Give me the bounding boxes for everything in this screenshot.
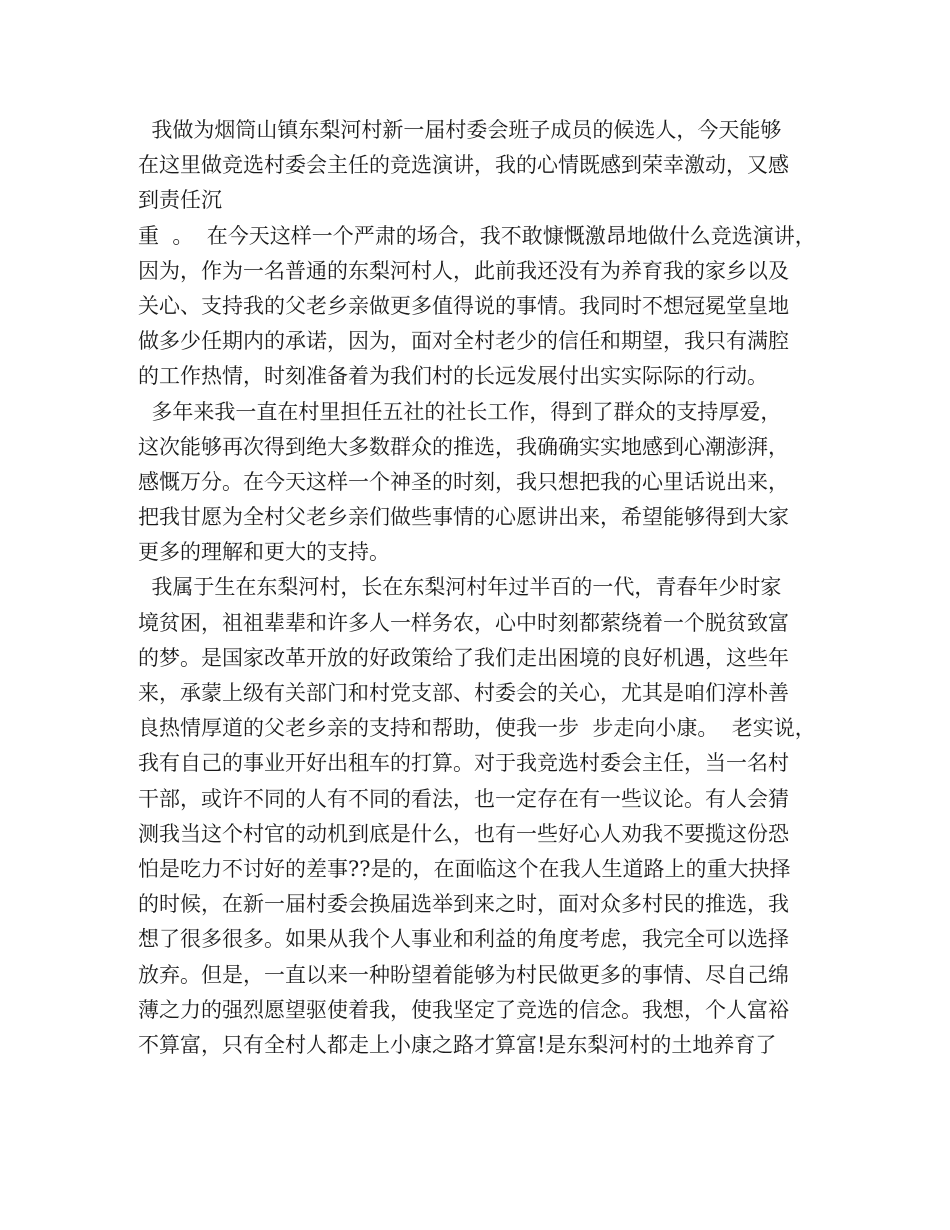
- speech-body: [138, 113, 838, 1063]
- text-line: 在这里做竞选村委会主任的竞选演讲，我的心情既感到荣幸激动，又感: [138, 153, 789, 178]
- text-line: 我属于生在东梨河村，长在东梨河村年过半百的一代，青春年少时家: [138, 575, 782, 600]
- text-line: 做多少任期内的承诺，因为，面对全村老少的信任和期望，我只有满腔: [138, 329, 789, 354]
- text-line: 我做为烟筒山镇东梨河村新一届村委会班子成员的候选人，今天能够: [138, 118, 782, 142]
- text-line: 重 。 在今天这样一个严肃的场合，我不敢慷慨激昂地做什么竞选演讲，: [138, 223, 816, 248]
- text-line: 怕是吃力不讨好的差事??是的，在面临这个在我人生道路上的重大抉择: [138, 856, 791, 881]
- text-line: 我有自己的事业开好出租车的打算。对于我竞选村委会主任，当一名村: [138, 751, 789, 776]
- text-line: 因为，作为一名普通的东梨河村人，此前我还没有为养育我的家乡以及: [138, 258, 789, 283]
- text-line: 的梦。是国家改革开放的好政策给了我们走出困境的良好机遇，这些年: [138, 645, 789, 670]
- text-line: 这次能够再次得到绝大多数群众的推选，我确确实实地感到心潮澎湃，: [138, 434, 789, 459]
- text-line: 感慨万分。在今天这样一个神圣的时刻，我只想把我的心里话说出来，: [138, 469, 789, 494]
- text-line: 的工作热情，时刻准备着为我们村的长远发展付出实实际际的行动。: [138, 364, 768, 389]
- text-line: 的时候，在新一届村委会换届选举到来之时，面对众多村民的推选，我: [138, 892, 789, 917]
- text-line: 把我甘愿为全村父老乡亲们做些事情的心愿讲出来，希望能够得到大家: [138, 505, 789, 530]
- text-line: 良热情厚道的父老乡亲的支持和帮助，使我一步 步走向小康。 老实说，: [138, 716, 816, 741]
- text-line: 薄之力的强烈愿望驱使着我，使我坚定了竞选的信念。我想，个人富裕: [138, 997, 789, 1022]
- text-line: 来，承蒙上级有关部门和村党支部、村委会的关心，尤其是咱们淳朴善: [138, 681, 789, 705]
- text-line: 放弃。但是，一直以来一种盼望着能够为村民做更多的事情、尽自己绵: [138, 962, 789, 987]
- text-line: 关心、支持我的父老乡亲做更多值得说的事情。我同时不想冠冕堂皇地: [138, 293, 789, 318]
- text-line: 测我当这个村官的动机到底是什么，也有一些好心人劝我不要揽这份恐: [138, 821, 789, 846]
- text-line: 干部，或许不同的人有不同的看法，也一定存在有一些议论。有人会猜: [138, 786, 789, 811]
- text-line: 到责任沉: [138, 188, 222, 213]
- text-line: 想了很多很多。如果从我个人事业和利益的角度考虑，我完全可以选择: [138, 927, 789, 952]
- text-line: 多年来我一直在村里担任五社的社长工作，得到了群众的支持厚爱，: [138, 399, 782, 424]
- text-line: 不算富，只有全村人都走上小康之路才算富!是东梨河村的土地养育了: [138, 1032, 777, 1057]
- text-line: 境贫困，祖祖辈辈和许多人一样务农，心中时刻都萦绕着一个脱贫致富: [138, 610, 789, 635]
- text-line: 更多的理解和更大的支持。: [138, 540, 390, 565]
